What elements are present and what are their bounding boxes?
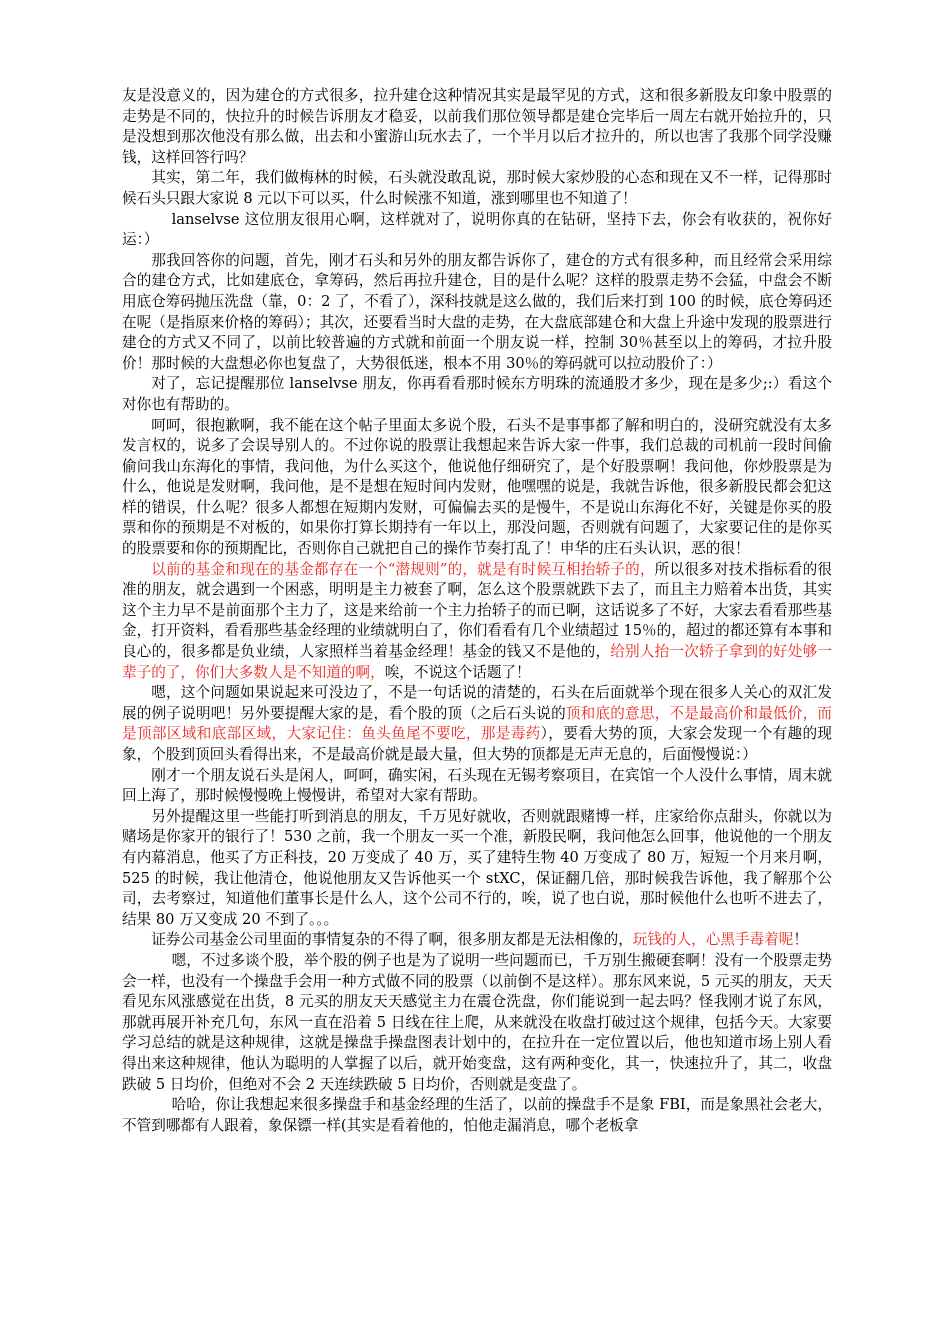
text-run: 嗯，这个问题如果说起来可没边了，不是一句话说的清楚的，石头在后面就举个现在很多人关心的双汇发展的例子说明吧！另外要提醒大家的是，看个股的顶（之后石头说的: [122, 684, 832, 722]
paragraph: [122, 86, 832, 168]
text-run: 刚才一个朋友说石头是闲人，呵呵，确实闲，石头现在无锡考察项目，在宾馆一个人没什么事情，周末就回上海了，那时候慢慢晚上慢慢讲，希望对大家有帮助。: [122, 766, 832, 805]
text-run: ），要看大势的顶，大家会发现一个有趣的现象，个股到顶回头看得出来，不是最高价就是最大量，但大势的顶都是无声无息的，后面慢慢说：）: [122, 725, 832, 763]
paragraph: [122, 951, 832, 1095]
paragraph: [122, 560, 832, 684]
text-run: 所以很多对技术指标看的很准的朋友，就会遇到一个困惑，明明是主力被套了啊，怎么这个股票就跌下去了，而且主力赔着本出货，其实这个主力早不是前面那个主力了，这是来给前一个主力抬轿子的而已啊，这话说多了不好，大家去看看那些基金，打开资料，看看那些基金经理的业绩就明白了，你们看看有几个业绩超过 15％的，超过的都还算有本事和良心的，很多都是负业绩，人家照样当着基金经理！基金的钱又不是他的，: [122, 560, 832, 661]
text-run: 唉，不说这个话题了！: [384, 663, 531, 681]
document-page: [122, 86, 832, 1136]
paragraph: [122, 168, 832, 209]
highlighted-text: 给别人抬一次轿子拿到的好处够一辈子的了，你们大多数人是不知道的啊，: [122, 643, 832, 681]
text-run: lanselvse 这位朋友很用心啊，这样就对了，说明你真的在钻研，坚持下去，你会有收获的，祝你好运：）: [122, 210, 832, 249]
paragraph: [122, 930, 832, 951]
text-run: 其实，第二年，我们做梅林的时候，石头就没敢乱说，那时候大家炒股的心态和现在又不一样，记得那时候石头只跟大家说 8 元以下可以买，什么时候涨不知道，涨到哪里也不知道了！: [122, 169, 832, 207]
text-run: 呵呵，很抱歉啊，我不能在这个帖子里面太多说个股，石头不是事事都了解和明白的，没研究就没有太多发言权的，说多了会误导别人的。不过你说的股票让我想起来告诉大家一件事，我们总裁的司机前一段时间偷偷问我山东海化的事情，我问他，为什么买这个，他说他仔细研究了，是个好股票啊！我问他，你炒股票是为什么，他说是发财啊，我问他，是不是想在短时间内发财，他嘿嘿的说是，我就告诉他，很多新股民都会犯这样的错误，什么呢？很多人都想在短期内发财，可偏偏去买的是慢牛，不是说山东海化不好，关键是你买的股票和你的预期是不对板的，如果你打算长期持有一年以上，那没问题，否则就有问题了，大家要记住的是你买的股票要和你的预期配比，否则你自己就把自己的操作节奏打乱了！申华的庄石头认识，恶的很！: [122, 416, 832, 558]
text-run: 嗯，不过多谈个股，举个股的例子也是为了说明一些问题而已，千万别生搬硬套啊！没有一个股票走势会一样，也没有一个操盘手会用一种方式做不同的股票（以前倒不是这样）。那东风来说，5 元买的朋友，天天看见东风涨感觉在出货，8 元买的朋友天天感觉主力在震仓洗盘，你们能说到一起去吗？怪我刚才说了东风，那就再展开补充几句，东风一直在沿着 5 日线在往上爬，从来就没在收盘打破过这个规律，包括今天。大家要学习总结的就是这种规律，这就是操盘手操盘图表计划中的，在拉升在一定位置以后，他也知道市场上别人看得出来这种规律，他认为聪明的人掌握了以后，就开始变盘，这有两种变化，其一，快速拉升了，其二，收盘跌破 5 日均价，但绝对不会 2 天连续跌破 5 日均价，否则就是变盘了。: [122, 951, 832, 1093]
text-run: 友是没意义的，因为建仓的方式很多，拉升建仓这种情况其实是最罕见的方式，这和很多新股友印象中股票的走势是不同的，快拉升的时候告诉朋友才稳妥，以前我们那位领导都是建仓完毕后一周左右就开始拉升的，只是没想到那次他没有那么做，出去和小蜜游山玩水去了，一个半月以后才拉升的，所以也害了我那个同学没赚钱，这样回答行吗？: [122, 87, 832, 166]
text-run: 证券公司基金公司里面的事情复杂的不得了啊，很多朋友都是无法相像的，: [151, 931, 633, 949]
text-run: 那我回答你的问题，首先，刚才石头和另外的朋友都告诉你了，建仓的方式有很多种，而且经常会采用综合的建仓方式，比如建底仓，拿筹码，然后再拉升建仓，目的是什么呢？这样的股票走势不会猛，中盘会不断用底仓筹码抛压洗盘（靠，0：2 了，不看了），深科技就是这么做的，我们后来打到 100 的时候，底仓筹码还在呢（是指原来价格的筹码）；其次，还要看当时大盘的走势，在大盘底部建仓和大盘上升途中发现的股票进行建仓的方式又不同了，以前比较普遍的方式就和前面一个朋友说一样，控制 30％甚至以上的筹码，才拉升股价！那时候的大盘想必你也复盘了，大势很低迷，根本不用 30％的筹码就可以拉动股价了：）: [122, 251, 832, 372]
paragraph: [122, 807, 832, 931]
paragraph: [122, 766, 832, 807]
highlighted-text: 以前的基金和现在的基金都存在一个“潜规则”的，就是有时候互相抬轿子的，: [151, 560, 655, 578]
paragraph: [122, 251, 832, 375]
paragraph: [122, 416, 832, 560]
highlighted-text: 玩钱的人，心黑手毒着呢: [632, 931, 794, 949]
paragraph: [122, 210, 832, 251]
text-run: ！: [793, 931, 808, 949]
text-run: 对了，忘记提醒那位 lanselvse 朋友，你再看看那时候东方明珠的流通股才多少，现在是多少;:）看这个对你也有帮助的。: [122, 375, 832, 413]
paragraph: [122, 683, 832, 765]
paragraph: [122, 374, 832, 415]
text-run: 哈哈，你让我想起来很多操盘手和基金经理的生活了，以前的操盘手不是象 FBI，而是象黑社会老大，不管到哪都有人跟着，象保镖一样(其实是看着他的，怕他走漏消息，哪个老板拿: [122, 1096, 832, 1134]
text-run: 另外提醒这里一些能打听到消息的朋友，千万见好就收，否则就跟赌博一样，庄家给你点甜头，你就以为赌场是你家开的银行了！530 之前，我一个朋友一买一个准，新股民啊，我问他怎么回事，他说他的一个朋友有内幕消息，他买了方正科技，20 万变成了 40 万，买了建特生物 40 万变成了 80 万，短短一个月来月啊，525 的时候，我让他清仓，他说他朋友又告诉他买一个 stXC，保证翻几倍，那时候我告诉他，我了解那个公司，去考察过，知道他们董事长是什么人，这个公司不行的，唉，说了也白说，那时候他什么也听不进去了，结果 80 万又变成 20 不到了。。。: [122, 807, 832, 928]
paragraph: [122, 1095, 832, 1136]
highlighted-text: 顶和底的意思，不是最高价和最低价，而是顶部区域和底部区域，大家记住：鱼头鱼尾不要吃，那是毒药: [122, 704, 832, 743]
